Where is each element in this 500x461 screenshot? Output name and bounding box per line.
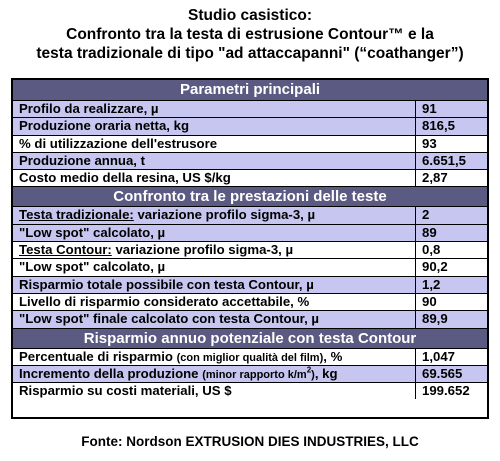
- row-label: Produzione oraria netta, kg: [13, 118, 416, 134]
- table-row: [13, 310, 487, 327]
- row-label-note: (con miglior qualità del film): [176, 351, 324, 364]
- row-value: 2,87: [422, 170, 448, 186]
- row-label-note-close: ): [311, 368, 315, 381]
- row-value: 69.565: [422, 365, 463, 381]
- section-header-comparison: Confronto tra le prestazioni delle teste: [13, 186, 487, 206]
- table-row: [13, 258, 487, 275]
- table-row: [13, 152, 487, 169]
- table-row: [13, 117, 487, 134]
- row-label: [13, 366, 416, 382]
- table-row: [13, 348, 487, 365]
- table-row: [13, 169, 487, 186]
- row-label: [13, 349, 416, 365]
- case-study-table: [11, 78, 489, 419]
- table-row: [13, 206, 487, 223]
- row-value: 816,5: [422, 118, 456, 134]
- table-row: [13, 365, 487, 382]
- row-label-end: , kg: [314, 365, 338, 381]
- row-label: "Low spot" calcolato, µ: [13, 259, 416, 275]
- table-row: [13, 135, 487, 152]
- title-line-2: Confronto tra la testa di estrusione Contour™ e la: [66, 26, 434, 43]
- row-label: Risparmio totale possibile con testa Contour, µ: [13, 277, 416, 293]
- row-value: 1,2: [422, 276, 441, 292]
- row-value: 1,047: [422, 348, 456, 364]
- row-label: Risparmio su costi materiali, US $: [13, 383, 416, 399]
- row-value: 93: [422, 135, 437, 151]
- source-caption: Fonte: Nordson EXTRUSION DIES INDUSTRIES, LLC: [81, 434, 419, 449]
- document-title: [0, 6, 500, 63]
- title-line-3: testa tradizionale di tipo "ad attaccapanni" (“coathanger”): [36, 45, 464, 62]
- row-label: % di utilizzazione dell'estrusore: [13, 136, 416, 152]
- table-row: [13, 382, 487, 399]
- row-value: 89,9: [422, 311, 448, 327]
- row-label-superscript: 2: [306, 365, 312, 375]
- row-value: 0,8: [422, 242, 441, 258]
- row-label-underlined: Testa tradizionale:: [19, 207, 134, 223]
- row-label-main: Incremento della produzione: [19, 365, 203, 381]
- row-label-rest: variazione profilo sigma-3, µ: [133, 207, 316, 223]
- table-row: [13, 293, 487, 310]
- row-label: Livello di risparmio considerato accettabile, %: [13, 294, 416, 310]
- row-label: Profilo da realizzare, µ: [13, 101, 416, 117]
- row-value: 91: [422, 101, 437, 116]
- row-value: 2: [422, 207, 430, 223]
- section-header-savings: Risparmio annuo potenziale con testa Contour: [13, 328, 487, 348]
- row-value: 90: [422, 293, 437, 309]
- row-label-rest: variazione profilo sigma-3, µ: [111, 242, 294, 258]
- row-label: Costo medio della resina, US $/kg: [13, 170, 416, 186]
- row-label-note: (minor rapporto k/m: [202, 368, 307, 381]
- table-row: [13, 241, 487, 258]
- section-header-main-params: Parametri principali: [13, 80, 487, 100]
- table-row: [13, 276, 487, 293]
- row-value: 199.652: [422, 383, 470, 399]
- row-label: "Low spot" calcolato, µ: [13, 225, 416, 241]
- row-label: [13, 207, 416, 223]
- row-label-main: Percentuale di risparmio: [19, 348, 177, 364]
- row-value: 6.651,5: [422, 152, 466, 168]
- row-label: Produzione annua, t: [13, 153, 416, 169]
- table-row: [13, 224, 487, 241]
- row-label: [13, 242, 416, 258]
- row-value: 90,2: [422, 259, 448, 275]
- row-value: 89: [422, 224, 437, 240]
- table-row: [13, 100, 487, 117]
- row-label: "Low spot" finale calcolato con testa Contour, µ: [13, 311, 416, 327]
- title-line-1: Studio casistico:: [187, 7, 313, 24]
- row-label-underlined: Testa Contour:: [19, 242, 112, 258]
- row-label-end: , %: [323, 348, 343, 364]
